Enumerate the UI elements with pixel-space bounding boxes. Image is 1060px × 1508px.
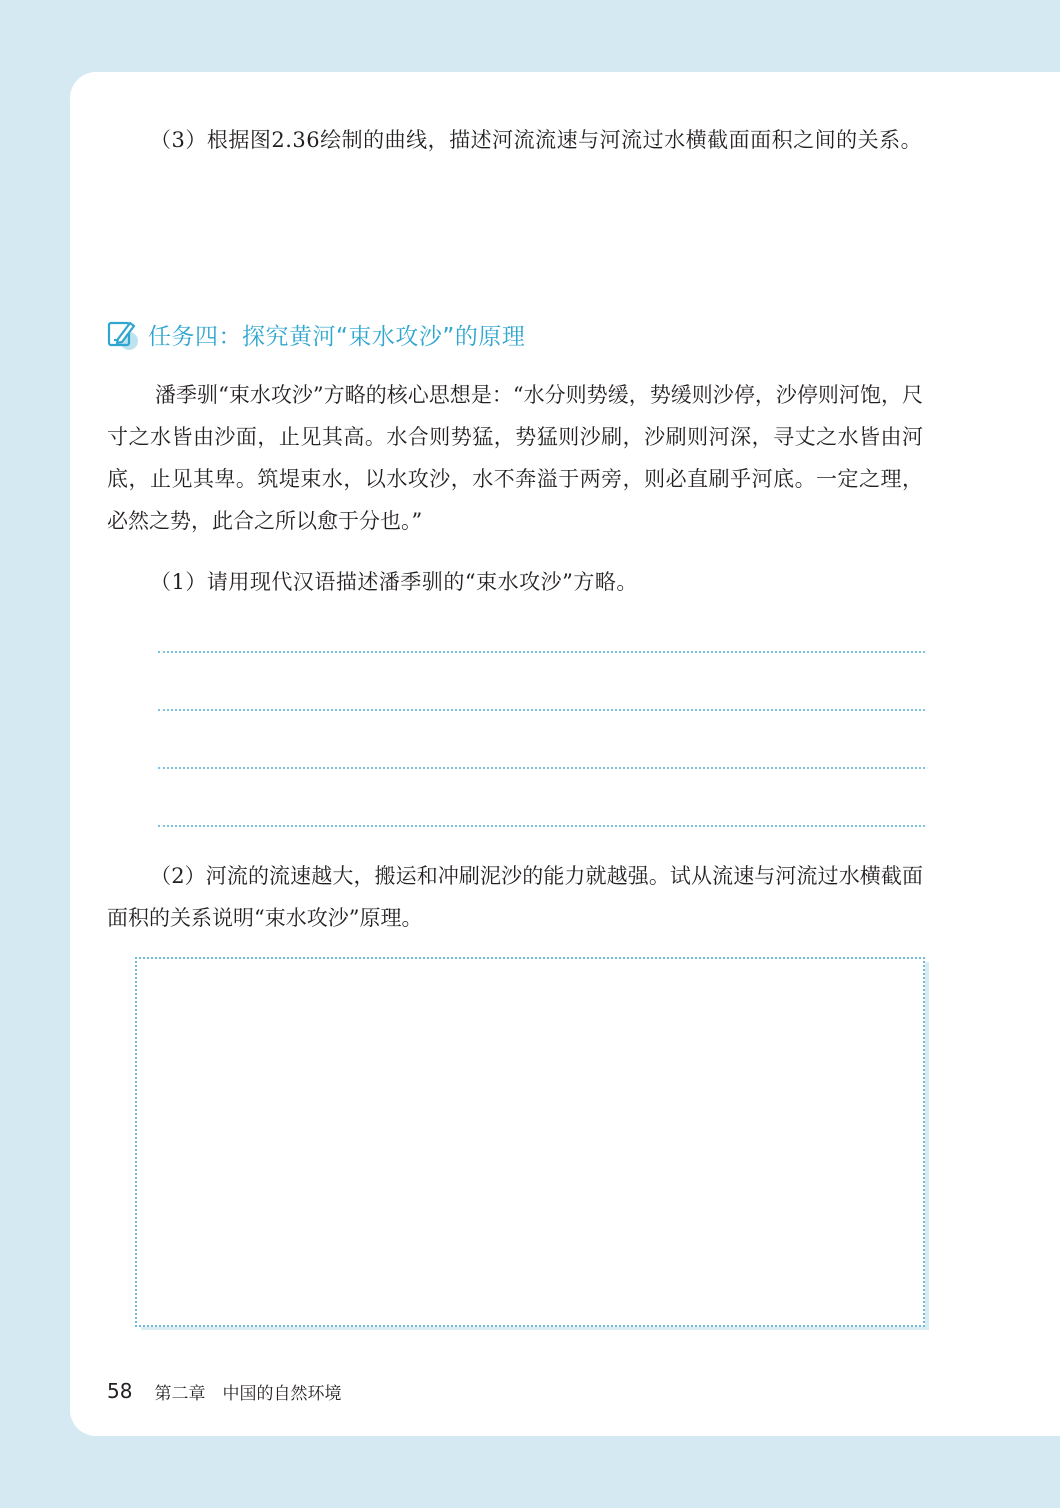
task-title: 任务四：探究黄河“束水攻沙”的原理 bbox=[148, 323, 526, 350]
answer-line-4[interactable] bbox=[158, 825, 925, 827]
chapter-title: 第二章 中国的自然环境 bbox=[154, 1383, 342, 1404]
answer-line-1[interactable] bbox=[158, 651, 925, 653]
answer-line-3[interactable] bbox=[158, 767, 925, 769]
pencil-note-icon bbox=[106, 317, 140, 351]
page-number: 58 bbox=[107, 1379, 133, 1403]
task-heading bbox=[106, 314, 525, 354]
question-2-text: （2）河流的流速越大，搬运和冲刷泥沙的能力就越强。试从流速与河流过水横截面面积的关系说明“束水攻沙”原理。 bbox=[107, 864, 923, 930]
question-2 bbox=[107, 855, 923, 939]
question-1: （1）请用现代汉语描述潘季驯的“束水攻沙”方略。 bbox=[150, 570, 638, 594]
passage bbox=[107, 374, 923, 542]
question-3: （3）根据图2.36绘制的曲线，描述河流流速与河流过水横截面面积之间的关系。 bbox=[150, 128, 923, 152]
answer-line-2[interactable] bbox=[158, 709, 925, 711]
answer-box[interactable] bbox=[135, 957, 925, 1327]
page-footer bbox=[107, 1376, 341, 1406]
passage-text: 潘季驯“束水攻沙”方略的核心思想是：“水分则势缓，势缓则沙停，沙停则河饱，尺寸之水皆由沙面，止见其高。水合则势猛，势猛则沙刷，沙刷则河深，寻丈之水皆由河底，止见其卑。筑堤束水，以水攻沙，水不奔溢于两旁，则必直刷乎河底。一定之理，必然之势，此合之所以愈于分也。” bbox=[107, 383, 923, 533]
